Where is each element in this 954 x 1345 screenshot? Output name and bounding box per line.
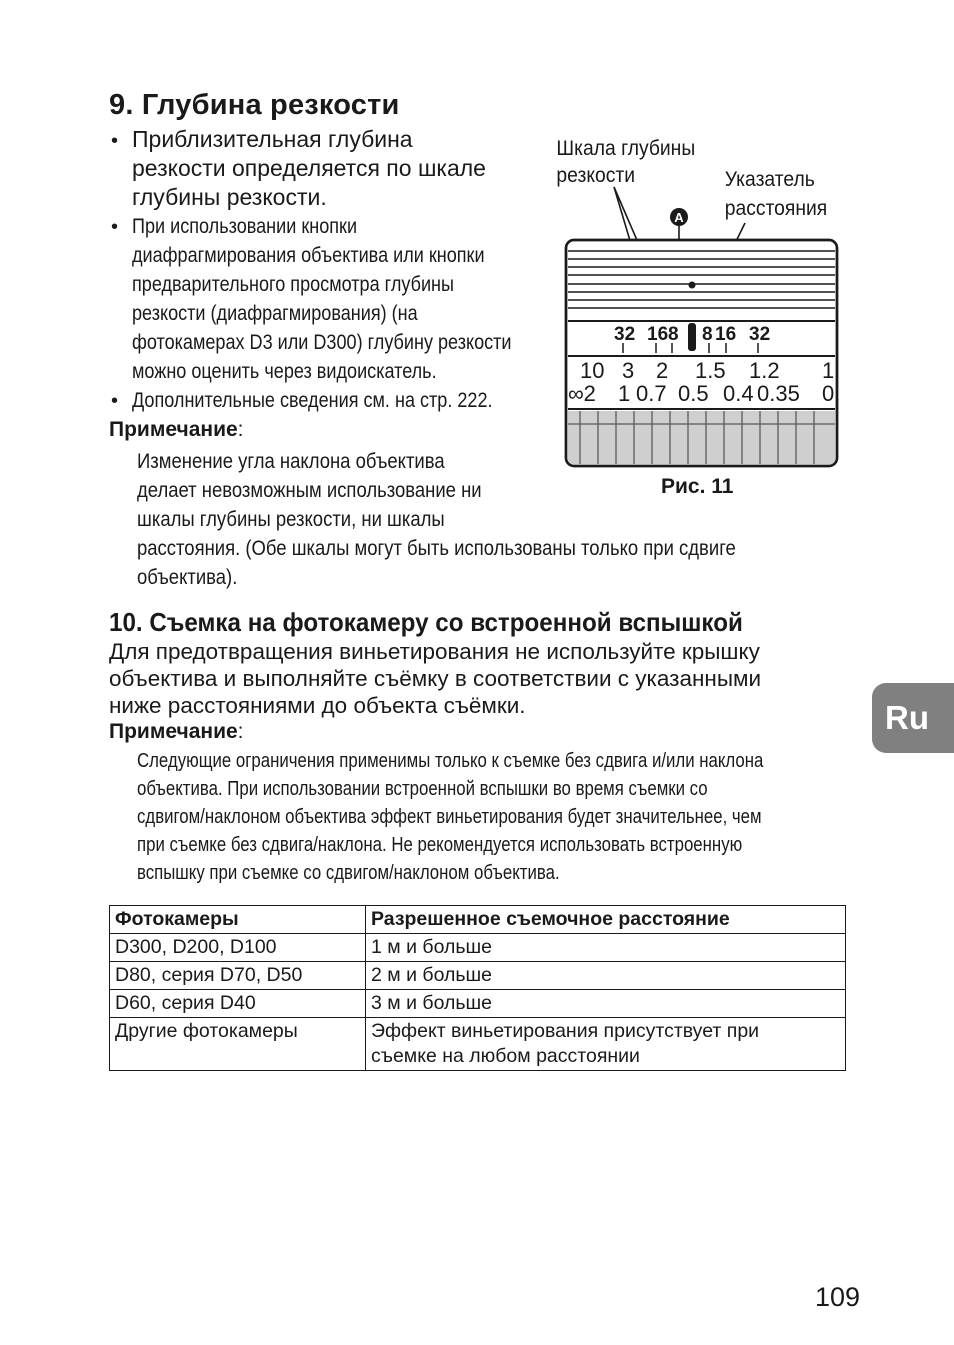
label-dist-line1: Указатель [724, 168, 815, 192]
note2-colon: : [237, 720, 244, 743]
dof-right-32: 32 [749, 324, 771, 345]
scale-bottom-1: 1 [618, 381, 631, 406]
section10-intro-line: объектива и выполняйте съёмку в соответствии с указанными [109, 666, 762, 691]
bullet-marker: • [111, 130, 119, 152]
note2-line: при съемке без сдвига/наклона. Не рекомендуется использовать встроенную [137, 834, 743, 856]
dof-left-8: 8 [668, 324, 679, 345]
table-cell-distance-line1: Эффект виньетирования присутствует при [371, 1020, 760, 1042]
note2-line: вспышку при съемке со сдвигом/наклоном объектива. [137, 862, 560, 884]
note2-heading [109, 720, 244, 744]
scale-top-2: 2 [656, 358, 669, 383]
scale-bottom-0-7: 0.7 [636, 381, 667, 406]
bullet2-line: фотокамерах D3 или D300) глубину резкости [132, 331, 512, 354]
note-line: шкалы глубины резкости, ни шкалы [137, 508, 445, 531]
bullet3-line: Дополнительные сведения см. на стр. 222. [132, 389, 493, 412]
dof-right-8: 8 [702, 324, 713, 345]
scale-top-3: 3 [622, 358, 635, 383]
scale-top-1-5: 1.5 [695, 358, 726, 383]
note-heading [109, 418, 244, 442]
lens-scale-figure [550, 125, 850, 475]
camera-distance-table [109, 905, 846, 1071]
dof-left-32: 32 [614, 324, 636, 345]
note-label: Примечание [109, 418, 238, 441]
table-row [110, 934, 846, 962]
label-dist-line2: расстояния [724, 197, 828, 221]
distance-index-mark [688, 323, 696, 351]
bullet1-line: Приблизительная глубина [132, 126, 413, 152]
page-number: 109 [815, 1282, 861, 1312]
note2-line: Следующие ограничения применимы только к съемке без сдвига и/или наклона [137, 750, 764, 772]
label-dof-line2: резкости [556, 164, 636, 188]
note2-line: объектива. При использовании встроенной вспышки во время съемки со [137, 778, 708, 800]
bullet2-line: При использовании кнопки [132, 215, 358, 238]
table-row [110, 1018, 846, 1071]
scale-bottom-0-35: 0.35 [757, 381, 800, 406]
table-header-distance: Разрешенное съемочное расстояние [366, 906, 846, 934]
table-cell-distance-line2: съемке на любом расстоянии [371, 1045, 640, 1067]
scale-top-10: 10 [580, 358, 605, 383]
table-cell-distance [366, 1018, 846, 1071]
marker-a-letter: A [674, 210, 684, 225]
scale-bottom-inf-2: ∞2 [568, 381, 596, 406]
bullet2-line: резкости (диафрагмирования) (на [132, 302, 418, 325]
section10-title: 10. Съемка на фотокамеру со встроенной вспышкой [109, 607, 743, 637]
scale-bottom-0: 0. [822, 381, 841, 406]
section10-intro-line: ниже расстояниями до объекта съёмки. [109, 693, 526, 718]
dof-left-16: 16 [647, 324, 669, 345]
note-line: Изменение угла наклона объектива [137, 450, 445, 473]
bullet-marker: • [111, 216, 119, 238]
table-header-cameras: Фотокамеры [110, 906, 366, 934]
table-cell-distance: 3 м и больше [366, 990, 846, 1018]
table-cell-distance: 2 м и больше [366, 962, 846, 990]
label-dof-line1: Шкала глубины [556, 137, 696, 161]
table-cell-camera: D80, серия D70, D50 [110, 962, 366, 990]
figure-caption: Рис. 11 [661, 475, 734, 498]
bullet1-line: глубины резкости. [132, 184, 327, 210]
section9-title: 9. Глубина резкости [109, 89, 400, 121]
note2-label: Примечание [109, 720, 238, 743]
bullet1-line: резкости определяется по шкале [132, 155, 486, 181]
section10-intro-line: Для предотвращения виньетирования не используйте крышку [109, 639, 760, 664]
table-row [110, 990, 846, 1018]
note-line: объектива). [137, 566, 238, 589]
note2-line: сдвигом/наклоном объектива эффект виньетирования будет значительнее, чем [137, 806, 762, 828]
scale-top-1: 1 [822, 358, 835, 383]
scale-top-1-2: 1.2 [749, 358, 780, 383]
table-cell-camera: D300, D200, D100 [110, 934, 366, 962]
table-cell-camera: Другие фотокамеры [110, 1018, 366, 1071]
dof-right-16: 16 [715, 324, 737, 345]
scale-bottom-0-4: 0.4 [723, 381, 754, 406]
bullet-marker: • [111, 390, 119, 412]
bullet2-line: диафрагмирования объектива или кнопки [132, 244, 485, 267]
table-header-row [110, 906, 846, 934]
note-line: делает невозможным использование ни [137, 479, 482, 502]
note-line: расстояния. (Обе шкалы могут быть использованы только при сдвиге [137, 537, 736, 560]
table-row [110, 962, 846, 990]
scale-bottom-0-5: 0.5 [678, 381, 709, 406]
bullet2-line: можно оценить через видоискатель. [132, 360, 437, 383]
bullet2-line: предварительного просмотра глубины [132, 273, 455, 296]
table-cell-distance: 1 м и больше [366, 934, 846, 962]
language-tab: Ru [872, 683, 954, 753]
table-cell-camera: D60, серия D40 [110, 990, 366, 1018]
note-colon: : [237, 418, 244, 441]
